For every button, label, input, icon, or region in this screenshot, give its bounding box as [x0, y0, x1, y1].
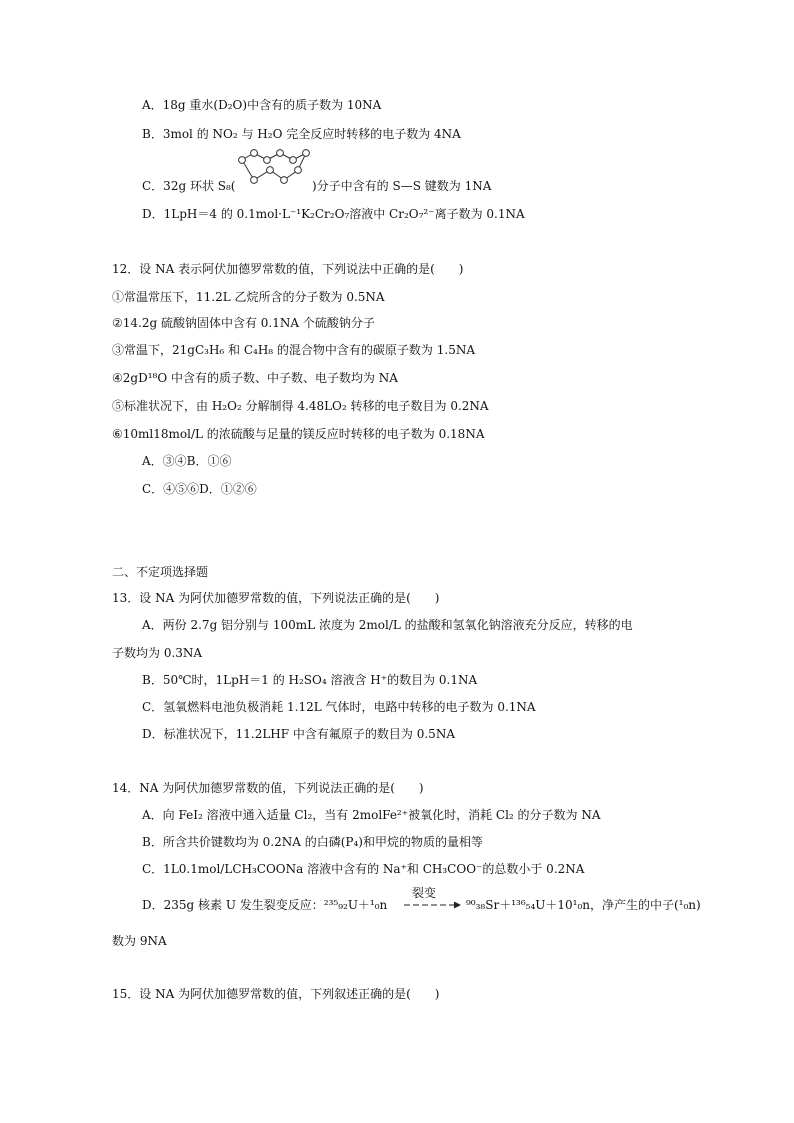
q14-option-a: A．向 FeI₂ 溶液中通入适量 Cl₂，当有 2molFe²⁺被氧化时，消耗 Cl₂ 的分子数为 NA: [142, 808, 601, 822]
q13-option-a-line2: 子数均为 0.3NA: [112, 646, 203, 660]
section-title: 二、不定项选择题: [112, 565, 209, 579]
fission-arrow-label: 裂变: [412, 886, 437, 900]
q12-options-ab: A．③④B．①⑥: [142, 454, 232, 468]
q12-item-2: ②14.2g 硫酸钠固体中含有 0.1NA 个硫酸钠分子: [112, 316, 375, 330]
q13-option-c: C．氢氧燃料电池负极消耗 1.12L 气体时，电路中转移的电子数为 0.1NA: [142, 700, 536, 714]
q14-stem: 14．NA 为阿伏加德罗常数的值，下列说法正确的是( ): [112, 781, 424, 795]
q12-item-6: ⑥10ml18mol/L 的浓硫酸与足量的镁反应时转移的电子数为 0.18NA: [112, 427, 485, 441]
q11-option-c-suffix: )分子中含有的 S—S 键数为 1NA: [312, 179, 492, 193]
q14-option-b: B．所含共价键数均为 0.2NA 的白磷(P₄)和甲烷的物质的量相等: [142, 835, 483, 849]
fission-arrow-icon: [402, 900, 462, 910]
q11-option-a: A．18g 重水(D₂O)中含有的质子数为 10NA: [142, 98, 382, 112]
q14-option-d-prefix: D．235g 核素 U 发生裂变反应：²³⁵₉₂U＋¹₀n: [142, 898, 388, 912]
q13-stem: 13．设 NA 为阿伏加德罗常数的值，下列说法正确的是( ): [112, 591, 440, 605]
q11-option-d: D．1LpH＝4 的 0.1mol·L⁻¹K₂Cr₂O₇溶液中 Cr₂O₇²⁻离子数为 0.1NA: [142, 207, 525, 221]
q12-item-5: ⑤标准状况下，由 H₂O₂ 分解制得 4.48LO₂ 转移的电子数目为 0.2NA: [112, 399, 489, 413]
q12-options-cd: C．④⑤⑥D．①②⑥: [142, 482, 257, 496]
q12-item-1: ①常温常压下，11.2L 乙烷所含的分子数为 0.5NA: [112, 290, 385, 304]
q14-option-d-suffix: ⁹⁰₃₈Sr＋¹³⁶₅₄U＋10¹₀n，净产生的中子(¹₀n): [466, 898, 701, 912]
q12-item-4: ④2gD¹⁸O 中含有的质子数、中子数、电子数均为 NA: [112, 371, 398, 385]
q15-stem: 15．设 NA 为阿伏加德罗常数的值，下列叙述正确的是( ): [112, 987, 440, 1001]
s8-ring-structure-icon: [236, 148, 310, 188]
fission-reaction-arrow: [402, 884, 462, 914]
q13-option-d: D．标准状况下，11.2LHF 中含有氟原子的数目为 0.5NA: [142, 727, 455, 741]
q11-option-c-prefix: C．32g 环状 S₈(: [142, 179, 236, 193]
q13-option-b: B．50℃时，1LpH＝1 的 H₂SO₄ 溶液含 H⁺的数目为 0.1NA: [142, 673, 478, 687]
q14-option-d-line2: 数为 9NA: [112, 934, 167, 948]
q11-option-b: B．3mol 的 NO₂ 与 H₂O 完全反应时转移的电子数为 4NA: [142, 127, 461, 141]
q12-item-3: ③常温下，21gC₃H₆ 和 C₄H₈ 的混合物中含有的碳原子数为 1.5NA: [112, 343, 475, 357]
q14-option-c: C．1L0.1mol/LCH₃COONa 溶液中含有的 Na⁺和 CH₃COO⁻的总数小于 0.2NA: [142, 862, 585, 876]
q13-option-a-line1: A．两份 2.7g 铝分别与 100mL 浓度为 2mol/L 的盐酸和氢氧化钠溶液充分反应，转移的电: [142, 618, 633, 632]
q12-stem: 12．设 NA 表示阿伏加德罗常数的值，下列说法中正确的是( ): [112, 262, 464, 276]
